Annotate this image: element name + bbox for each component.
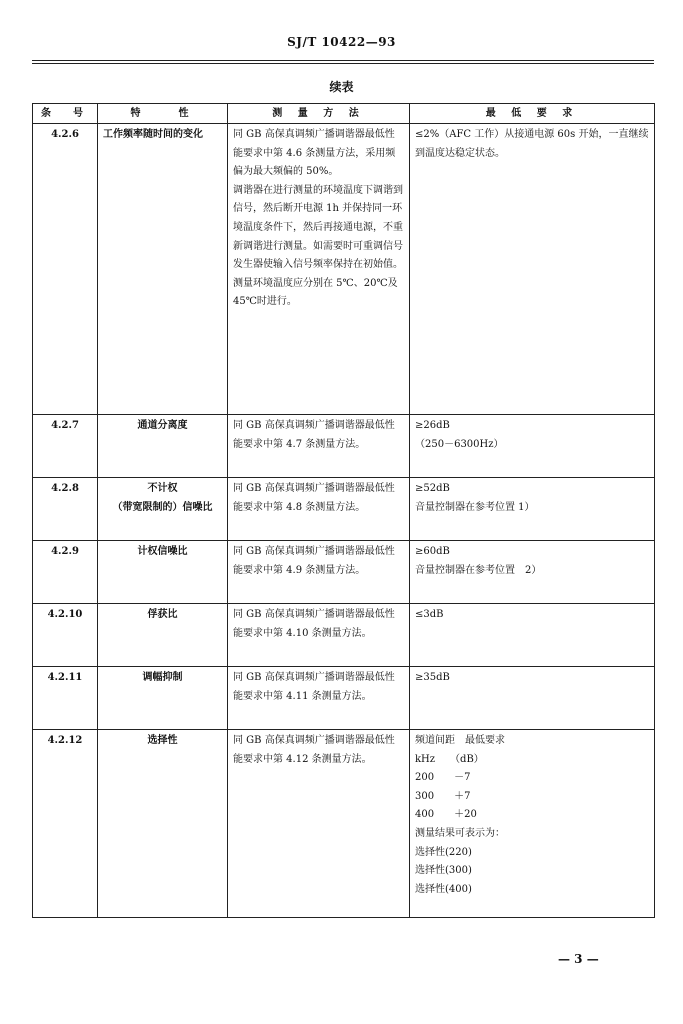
property-text: （带宽限制的）信噪比 — [112, 501, 213, 513]
method-text: 同 GB 高保真调频广播调谐器最低性能要求中第 4.12 条测量方法。 — [233, 735, 395, 765]
requirement-text: 选择性(300) — [415, 865, 472, 877]
requirement-cell — [410, 730, 655, 918]
requirement-text: 400 ＋20 — [415, 809, 477, 821]
requirement-text: 选择性(220) — [415, 846, 472, 858]
requirement-text: 200 －7 — [415, 772, 471, 784]
requirement-text: 测量结果可表示为： — [415, 827, 505, 839]
column-header-property: 特 性 — [98, 104, 228, 124]
method-text: 同 GB 高保真调频广播调谐器最低性能要求中第 4.9 条测量方法。 — [233, 546, 395, 576]
property-text: 计权信噪比 — [137, 546, 188, 557]
item-number: 4.2.7 — [33, 415, 98, 478]
property-text: 不计权 — [147, 483, 178, 494]
method-text: 同 GB 高保真调频广播调谐器最低性能要求中第 4.6 条测量方法，采用频偏为最大频偏的 50%。 — [233, 129, 396, 178]
method-text: 同 GB 高保真调频广播调谐器最低性能要求中第 4.11 条测量方法。 — [233, 672, 395, 702]
property-text: 工作频率随时间的变化 — [103, 129, 203, 140]
column-header-method: 测 量 方 法 — [228, 104, 410, 124]
property-cell — [98, 124, 228, 415]
requirement-text: ≤3dB — [415, 609, 444, 620]
property-cell — [98, 415, 228, 478]
standard-code: SJ/T 10422—93 — [287, 35, 396, 49]
requirement-text: ≥52dB — [415, 483, 450, 494]
method-cell — [228, 124, 410, 415]
requirement-text: 300 ＋7 — [415, 790, 471, 802]
requirement-text: 选择性(400) — [415, 883, 472, 895]
method-text: 调谐器在进行测量的环境温度下调谐到信号，然后断开电源 1h 并保持同一环境温度条件下，然后再接通电源，不重新调谐进行测量。如需要时可重调信号发生器使输入信号频率保持在初始值。测量环境温度应分别在 5℃、20℃及 45℃时进行。 — [233, 184, 403, 308]
property-cell — [98, 730, 228, 918]
requirement-cell — [410, 604, 655, 667]
table-row — [33, 478, 655, 541]
property-cell — [98, 541, 228, 604]
method-cell — [228, 415, 410, 478]
requirement-cell — [410, 478, 655, 541]
table-row — [33, 415, 655, 478]
column-header-requirement: 最 低 要 求 — [410, 104, 655, 124]
table-row — [33, 541, 655, 604]
table-row — [33, 667, 655, 730]
item-number: 4.2.6 — [33, 124, 98, 415]
requirement-cell — [410, 541, 655, 604]
property-text: 选择性 — [147, 735, 178, 746]
requirement-text: 频道间距 最低要求 — [415, 735, 505, 746]
header-rule — [32, 60, 654, 61]
method-text: 同 GB 高保真调频广播调谐器最低性能要求中第 4.10 条测量方法。 — [233, 609, 395, 639]
requirement-text: 音量控制器在参考位置 1） — [415, 501, 535, 513]
spec-table — [32, 103, 655, 918]
method-cell — [228, 478, 410, 541]
page-number: — 3 — — [558, 952, 599, 966]
continued-label: 续表 — [329, 80, 354, 94]
item-number: 4.2.11 — [33, 667, 98, 730]
item-number: 4.2.12 — [33, 730, 98, 918]
header-rule-thin — [32, 63, 654, 64]
requirement-text: ≤2%（AFC 工作）从接通电源 60s 开始，一直继续到温度达稳定状态。 — [415, 129, 649, 159]
requirement-text: ≥60dB — [415, 546, 450, 557]
property-cell — [98, 667, 228, 730]
property-text: 通道分离度 — [137, 420, 188, 431]
method-cell — [228, 667, 410, 730]
method-cell — [228, 604, 410, 667]
table-row — [33, 124, 655, 415]
method-text: 同 GB 高保真调频广播调谐器最低性能要求中第 4.8 条测量方法。 — [233, 483, 395, 513]
requirement-text: 音量控制器在参考位置 2） — [415, 564, 542, 576]
requirement-text: ≥35dB — [415, 672, 450, 683]
method-text: 同 GB 高保真调频广播调谐器最低性能要求中第 4.7 条测量方法。 — [233, 420, 395, 450]
property-cell — [98, 478, 228, 541]
requirement-cell — [410, 124, 655, 415]
requirement-text: kHz （dB） — [415, 753, 484, 765]
requirement-cell — [410, 667, 655, 730]
requirement-text: （250－6300Hz） — [415, 438, 504, 450]
item-number: 4.2.8 — [33, 478, 98, 541]
property-text: 调幅抑制 — [142, 672, 183, 683]
property-text: 俘获比 — [147, 609, 178, 620]
method-cell — [228, 730, 410, 918]
table-row — [33, 730, 655, 918]
table-header-row — [33, 104, 655, 124]
requirement-text: ≥26dB — [415, 420, 450, 431]
table-row — [33, 604, 655, 667]
property-cell — [98, 604, 228, 667]
item-number: 4.2.10 — [33, 604, 98, 667]
column-header-item: 条 号 — [33, 104, 98, 124]
method-cell — [228, 541, 410, 604]
item-number: 4.2.9 — [33, 541, 98, 604]
requirement-cell — [410, 415, 655, 478]
